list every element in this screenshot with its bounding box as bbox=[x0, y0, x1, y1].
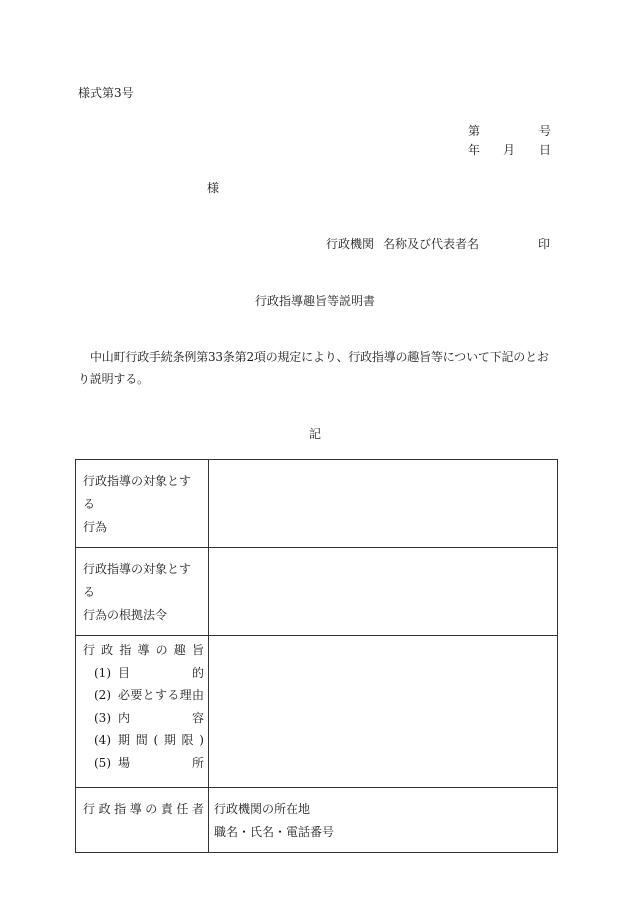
responsible-person-label bbox=[83, 798, 204, 821]
recipient-suffix: 様 bbox=[207, 181, 220, 195]
heading-char: 行 bbox=[83, 643, 96, 657]
label-char: 期 bbox=[118, 733, 131, 747]
guidance-item-label bbox=[118, 684, 204, 707]
guidance-purpose-heading bbox=[83, 639, 204, 662]
label-char: る bbox=[167, 688, 180, 702]
label-char: と bbox=[142, 688, 155, 702]
guidance-item bbox=[94, 684, 204, 707]
label-char: 責 bbox=[160, 802, 173, 816]
guidance-item-number: (3) bbox=[94, 710, 111, 725]
label-char: 必 bbox=[118, 688, 131, 702]
contact-details-label: 職名・氏名・電話番号 bbox=[214, 825, 335, 839]
table-row bbox=[76, 548, 558, 636]
label-char: ) bbox=[199, 733, 204, 747]
body-paragraph: 中山町行政手続条例第33条第2項の規定により、行政指導の趣旨等について下記のとおり説明する。 bbox=[78, 350, 549, 386]
label-char: 間 bbox=[135, 733, 148, 747]
legal-basis-label-line1: 行政指導の対象とする bbox=[83, 562, 192, 599]
responsible-person-value-cell[interactable] bbox=[209, 788, 558, 853]
label-char: 期 bbox=[163, 733, 176, 747]
date-year-label: 年 bbox=[468, 143, 481, 157]
document-number-label: 第 bbox=[468, 124, 481, 138]
document-number-suffix: 号 bbox=[539, 124, 552, 138]
date-day-label: 日 bbox=[539, 143, 552, 157]
guidance-item-number: (1) bbox=[94, 665, 111, 680]
guidance-item-label bbox=[118, 729, 204, 752]
sender-organization-label: 行政機関 bbox=[326, 237, 375, 251]
heading-char: 政 bbox=[101, 643, 114, 657]
guidance-item-number: (4) bbox=[94, 733, 111, 747]
guidance-item-label bbox=[118, 752, 204, 775]
date-month-label: 月 bbox=[503, 143, 516, 157]
table-row bbox=[76, 636, 558, 788]
label-char: 内 bbox=[118, 710, 131, 725]
sender-name-label: 名称及び代表者名 bbox=[383, 237, 480, 251]
label-char: 容 bbox=[191, 710, 204, 725]
label-char: 要 bbox=[130, 688, 143, 702]
seal-mark: 印 bbox=[538, 237, 551, 251]
heading-char: 旨 bbox=[191, 643, 204, 657]
guidance-item-number: (5) bbox=[94, 755, 111, 770]
label-char: 由 bbox=[191, 688, 204, 702]
legal-basis-value-cell[interactable] bbox=[209, 548, 558, 636]
form-number: 様式第3号 bbox=[78, 86, 134, 100]
label-char: 目 bbox=[118, 665, 131, 680]
label-char: 任 bbox=[176, 802, 189, 816]
guidance-purpose-value-cell[interactable] bbox=[209, 636, 558, 788]
label-char: ( bbox=[153, 733, 159, 747]
label-char: 限 bbox=[181, 733, 194, 747]
target-act-label-cell bbox=[76, 460, 209, 548]
label-char: 理 bbox=[179, 688, 192, 702]
guidance-item-label bbox=[118, 662, 204, 685]
label-char: 者 bbox=[191, 802, 204, 816]
guidance-item-number: (2) bbox=[94, 688, 111, 702]
label-char: 政 bbox=[98, 802, 111, 816]
label-char: す bbox=[154, 688, 167, 702]
guidance-purpose-label-cell bbox=[76, 636, 209, 788]
guidance-item bbox=[94, 707, 204, 730]
office-location-label: 行政機関の所在地 bbox=[214, 802, 311, 816]
label-char: 導 bbox=[129, 802, 142, 816]
label-char: の bbox=[145, 802, 158, 816]
target-act-label-line1: 行政指導の対象とする bbox=[83, 474, 192, 511]
table-row bbox=[76, 788, 558, 853]
legal-basis-label-cell bbox=[76, 548, 209, 636]
label-char: 的 bbox=[191, 665, 204, 680]
responsible-person-label-cell bbox=[76, 788, 209, 853]
label-char: 指 bbox=[114, 802, 127, 816]
guidance-item bbox=[94, 662, 204, 685]
guidance-item-label bbox=[118, 707, 204, 730]
target-act-value-cell[interactable] bbox=[209, 460, 558, 548]
heading-char: 指 bbox=[119, 643, 132, 657]
guidance-info-table bbox=[75, 459, 558, 853]
heading-char: 趣 bbox=[173, 643, 186, 657]
heading-char: の bbox=[155, 643, 168, 657]
label-char: 場 bbox=[118, 755, 131, 770]
table-row bbox=[76, 460, 558, 548]
heading-char: 導 bbox=[137, 643, 150, 657]
document-title: 行政指導趣旨等説明書 bbox=[254, 294, 375, 308]
target-act-label-line2: 行為 bbox=[83, 520, 108, 534]
guidance-item bbox=[94, 729, 204, 752]
label-char: 所 bbox=[191, 755, 204, 770]
ki-heading: 記 bbox=[308, 427, 321, 441]
label-char: 行 bbox=[83, 802, 96, 816]
legal-basis-label-line2: 行為の根拠法令 bbox=[83, 608, 168, 622]
guidance-item bbox=[94, 752, 204, 775]
